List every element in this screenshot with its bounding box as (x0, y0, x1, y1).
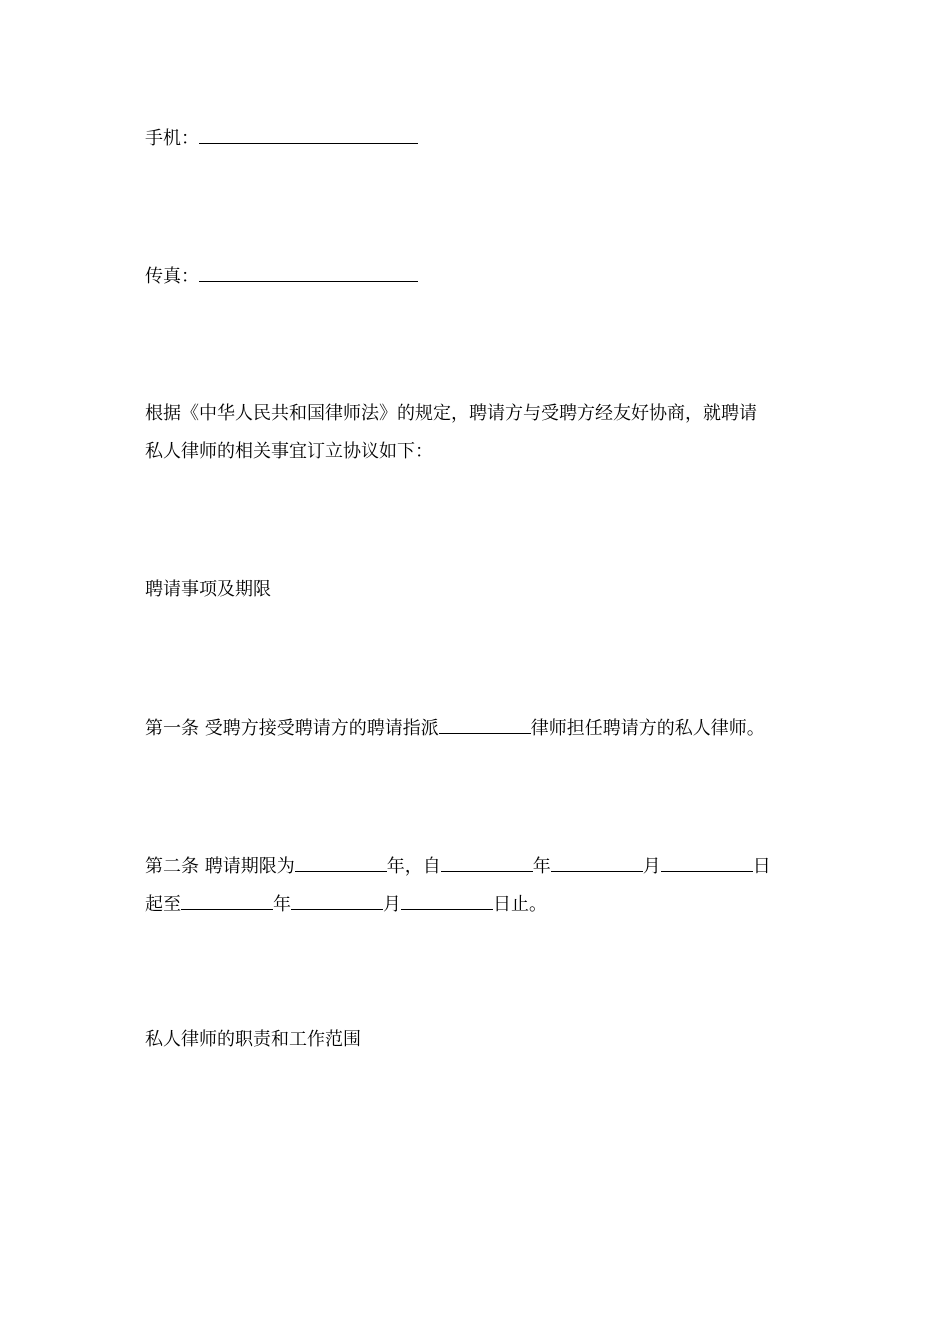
section-heading-terms: 聘请事项及期限 (145, 579, 271, 600)
mobile-label: 手机： (145, 128, 199, 149)
intro-line-2: 私人律师的相关事宜订立协议如下： (145, 441, 433, 462)
fax-field (145, 265, 418, 288)
start-day-blank[interactable] (661, 855, 753, 872)
end-year-blank[interactable] (181, 893, 273, 910)
article-2-line-2 (145, 893, 547, 916)
article-1-prefix: 第一条 受聘方接受聘请方的聘请指派 (145, 718, 439, 739)
mobile-field (145, 127, 418, 150)
article-1-suffix: 律师担任聘请方的私人律师。 (530, 718, 765, 739)
end-month-blank[interactable] (291, 893, 383, 910)
article-2-line-2-prefix: 起至 (145, 894, 181, 915)
term-years-blank[interactable] (295, 855, 387, 872)
fax-label: 传真： (145, 266, 199, 287)
article-2-text-4: 日 (752, 856, 771, 877)
start-year-blank[interactable] (441, 855, 533, 872)
start-month-blank[interactable] (551, 855, 643, 872)
fax-blank[interactable] (199, 265, 418, 282)
intro-line-1: 根据《中华人民共和国律师法》的规定，聘请方与受聘方经友好协商，就聘请 (145, 403, 757, 424)
article-2-text-3: 月 (642, 856, 661, 877)
article-2-prefix: 第二条 聘请期限为 (145, 856, 295, 877)
mobile-blank[interactable] (199, 127, 418, 144)
article-2-line-2-text-3: 日止。 (493, 894, 547, 915)
section-heading-duties: 私人律师的职责和工作范围 (145, 1029, 361, 1050)
article-2-text-2: 年 (532, 856, 551, 877)
article-1 (145, 717, 765, 740)
article-2-line-2-text-1: 年 (273, 894, 291, 915)
article-2-text-1: 年，自 (386, 856, 441, 877)
article-2-line-1 (145, 855, 771, 878)
lawyer-name-blank[interactable] (439, 717, 531, 734)
article-2-line-2-text-2: 月 (383, 894, 401, 915)
end-day-blank[interactable] (401, 893, 493, 910)
